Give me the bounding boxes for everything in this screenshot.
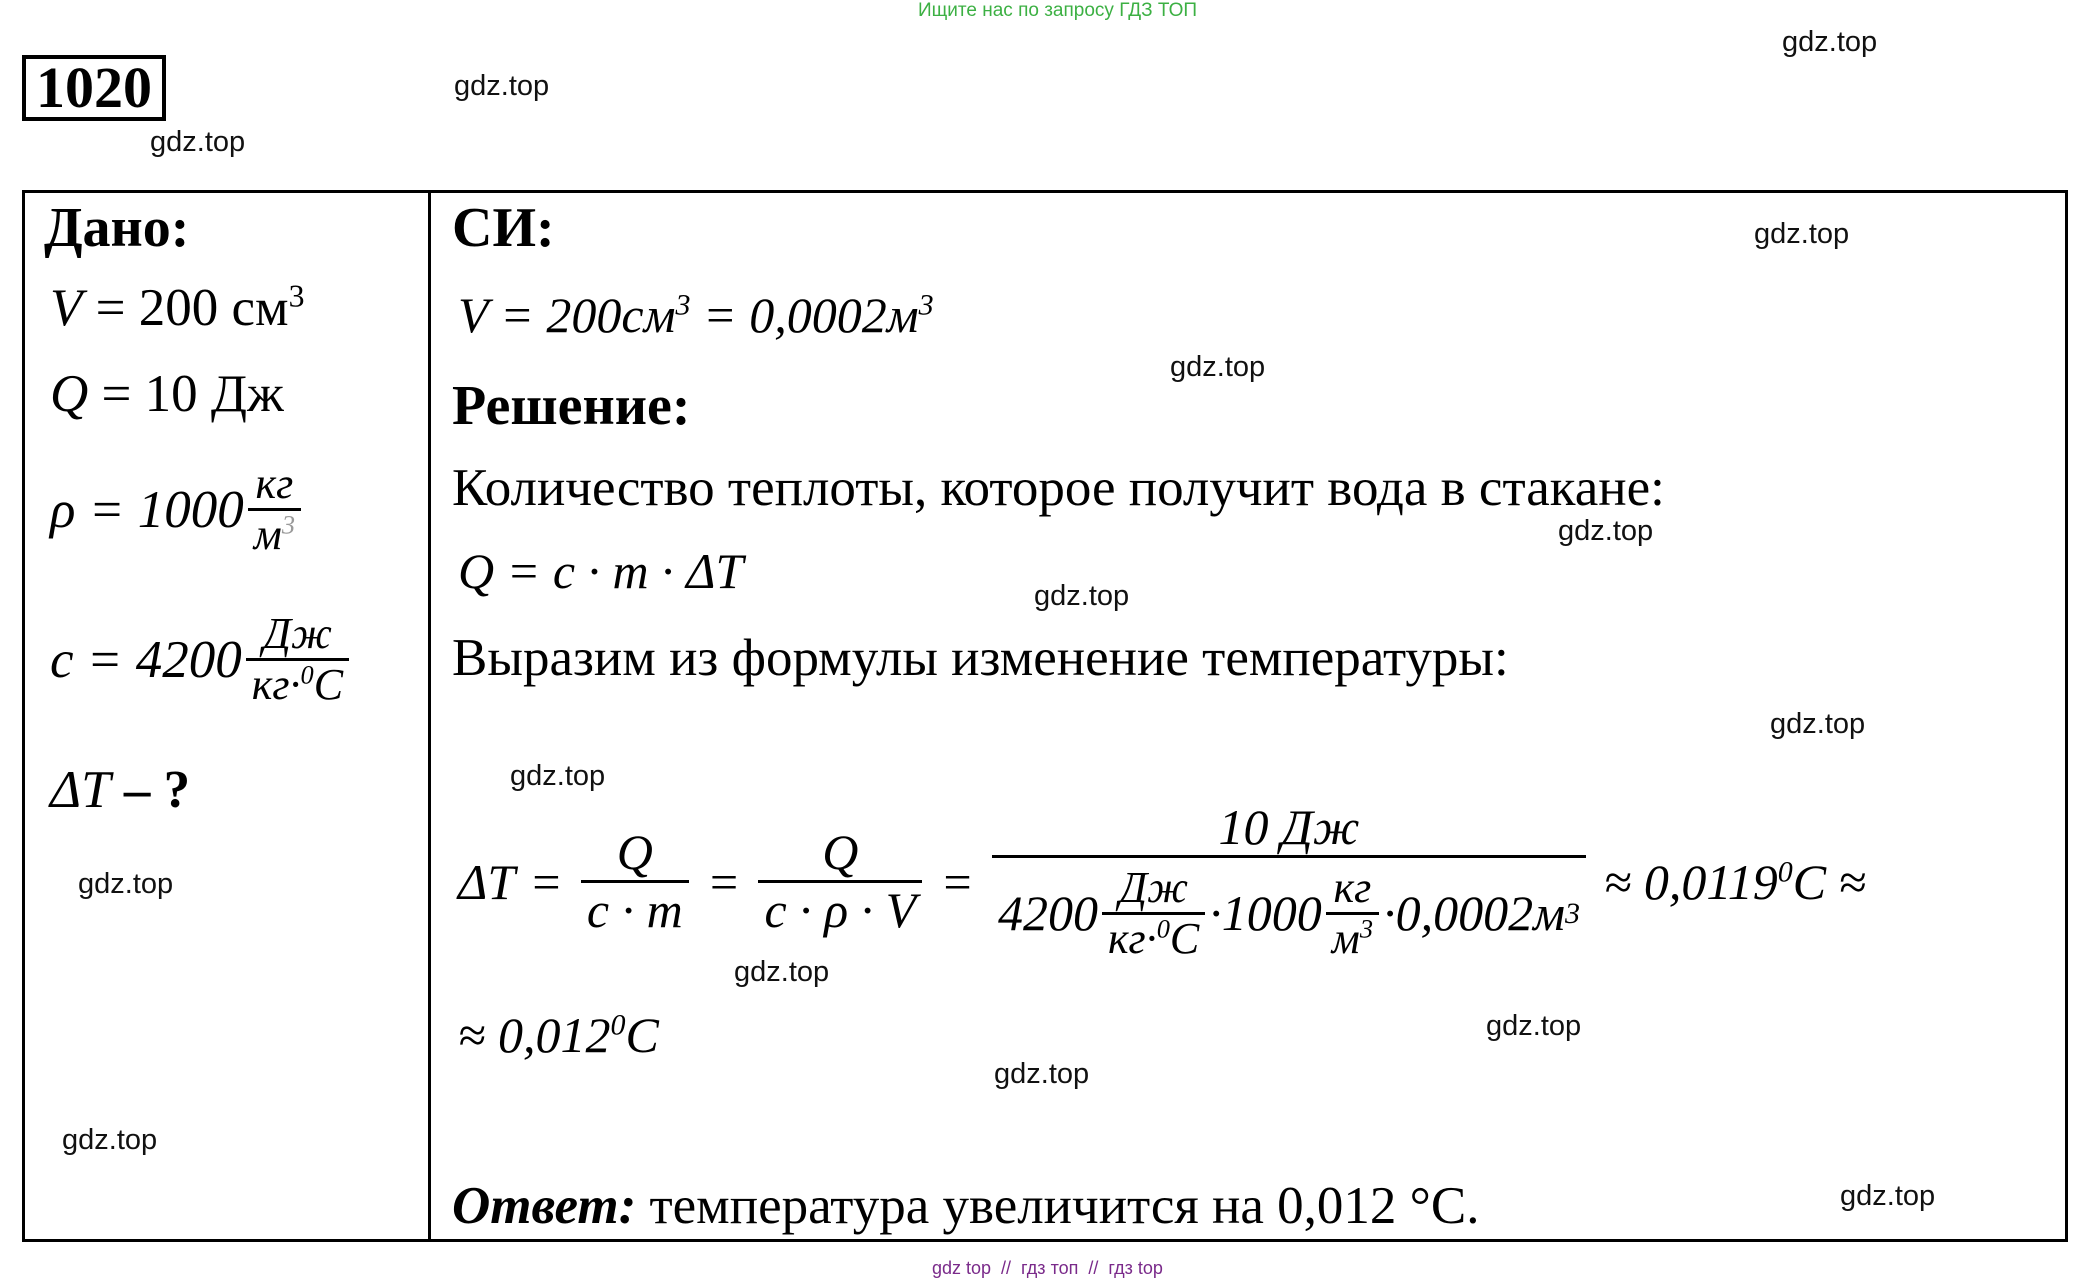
solution-sentence-2: Выразим из формулы изменение температуры:	[452, 629, 1509, 687]
given-density: ρ = 1000 $\frac{кг}{м^3}$	[50, 460, 305, 560]
search-banner[interactable]: Ищите нас по запросу ГДЗ ТОП	[918, 0, 1198, 21]
watermark: gdz.top	[1034, 580, 1130, 612]
given-title: Дано:	[44, 197, 190, 259]
watermark: gdz.top	[1840, 1180, 1936, 1212]
watermark: gdz.top	[62, 1124, 158, 1156]
given-heat-capacity: c = 4200 $\frac{Дж}{кг\cdot^0C}$	[50, 610, 353, 710]
column-divider	[428, 190, 431, 1242]
watermark: gdz.top	[1486, 1010, 1582, 1042]
watermark: gdz.top	[1782, 26, 1878, 58]
watermark: gdz.top	[994, 1058, 1090, 1090]
delta-t-result: ≈ $0,012^0C$	[458, 1007, 659, 1063]
si-title: СИ:	[452, 197, 555, 259]
given-heat: Q = 10 Дж	[50, 365, 284, 423]
heat-formula: Q = c · m · ΔT	[458, 543, 744, 599]
watermark: gdz.top	[1770, 708, 1866, 740]
solution-sentence-1: Количество теплоты, которое получит вода в стакане:	[452, 459, 1665, 517]
answer: Ответ: температура увеличится на 0,012 °C.	[452, 1177, 1480, 1235]
problem-number: 1020	[22, 55, 166, 121]
watermark: gdz.top	[150, 126, 246, 158]
watermark: gdz.top	[1170, 351, 1266, 383]
watermark: gdz.top	[510, 760, 606, 792]
watermark: gdz.top	[1754, 218, 1850, 250]
delta-t-formula: ΔT = $\frac{Q}{c \cdot m}$ = $\frac{Q}{c \cdot \rho \cdot V}$ = 10 Дж 4200 $\frac{Дж}{кг\cdot^0C}$ ·1000 $\frac{кг}{м^3}$ ·0,0002м 3 ≈ $0,0119^0C$ ≈	[458, 799, 1867, 964]
watermark: gdz.top	[78, 868, 174, 900]
si-volume-conversion: $V = 200см^3 = 0,0002м^3$	[458, 287, 934, 343]
given-volume: V = 200 $см^3$	[50, 278, 305, 337]
watermark: gdz.top	[454, 70, 550, 102]
watermark: gdz.top	[734, 956, 830, 988]
solution-title: Решение:	[452, 375, 691, 437]
given-unknown: ΔT – ?	[50, 761, 191, 819]
footer-links[interactable]: gdz top // гдз топ // гдз top	[932, 1258, 1163, 1278]
watermark: gdz.top	[1558, 515, 1654, 547]
